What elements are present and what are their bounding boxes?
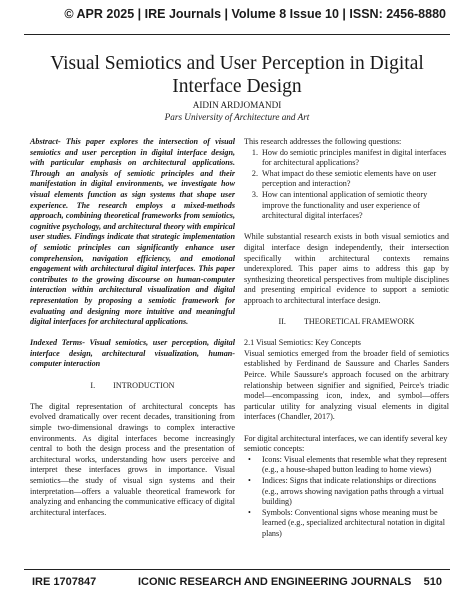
- concepts-lead: For digital architectural interfaces, we can identify several key semiotic concepts:: [244, 433, 448, 454]
- semiotics-paragraph: Visual semiotics emerged from the broader field of semiotics established by Ferdinand de Saussure and Charles Sanders Peirce. While Saussure's approach focused on the arbitrary relationship between signifier and signified, Peirce's triadic model—encompassing icon, index, and symbol—offers particular utility for analyzing visual elements in digital interfaces (Chandler, 2017).: [244, 348, 449, 422]
- right-column: [244, 137, 449, 540]
- section-number: I.: [90, 380, 96, 390]
- section-heading-theoretical-framework: [244, 317, 449, 328]
- list-item: 3. How can intentional application of semiotic theory improve the functionality and user experience of architectural digital interfaces?: [260, 190, 449, 222]
- section-heading-introduction: [30, 381, 235, 392]
- subsection-heading: 2.1 Visual Semiotics: Key Concepts: [244, 338, 361, 348]
- paper-title: Visual Semiotics and User Perception in Digital Interface Design: [50, 53, 424, 97]
- semiotic-concepts-list: [244, 455, 449, 540]
- journal-header: [0, 0, 474, 26]
- bullet-icon: •: [248, 454, 251, 464]
- header-divider: [24, 34, 450, 35]
- research-gap-paragraph: While substantial research exists in both visual semiotics and digital interface design independently, their intersection specifically within architectural contexts remains underexplored. This paper aims to address this gap by synthesizing theoretical perspectives from multiple disciplines and presenting empirical evidence to support a semiotic approach to architectural interface design.: [244, 232, 449, 305]
- list-item: • Indices: Signs that indicate relationships or directions (e.g., arrows showing navigation paths through a virtual building): [248, 476, 444, 507]
- section-number: II.: [278, 317, 286, 327]
- research-questions-lead: This research addresses the following questions:: [244, 137, 402, 146]
- journal-name: ICONIC RESEARCH AND ENGINEERING JOURNALS: [138, 576, 412, 588]
- list-item: 2. What impact do these semiotic elements have on user perception and interaction?: [260, 169, 449, 190]
- bullet-icon: •: [248, 476, 251, 485]
- research-questions-list: [244, 148, 449, 222]
- abstract: Abstract- This paper explores the intersection of visual semiotics and user perception in digital interface design, with particular emphasis on architectural applications. Through an analysis of semiotic principles and their manifestation in digital environments, we investigate how visual elements function as sign systems that shape user experience. The research employs a mixed-methods approach, combining theoretical frameworks from semiotics, cognitive psychology, and architectural theory with empirical user studies. Findings indicate that strategic implementation of semiotic principles can significantly enhance user comprehension, navigation efficiency, and emotional engagement with architectural digital interfaces. This paper contributes to the growing discourse on human-computer interaction within architectural visualization and digital representation by proposing a semiotic framework for evaluating and designing more intuitive and meaningful digital interfaces for architectural applications.: [30, 137, 235, 327]
- section-title: INTRODUCTION: [113, 380, 175, 390]
- introduction-paragraph: The digital representation of architectural concepts has evolved dramatically over recent decades, transitioning from simple two-dimensional drawings to complex interactive environments. As digital interfaces become increasingly central to both the design process and the presentation of architectural works, understanding how users perceive and interpret these interfaces grows in importance. Visual semiotics—the study of visual sign systems and their interpretation—offers a valuable theoretical framework for analyzing and enhancing the communicative efficacy of digital architectural interfaces.: [30, 401, 235, 517]
- bullet-icon: •: [248, 507, 251, 517]
- list-item: • Symbols: Conventional signs whose meaning must be learned (e.g., specialized architectural notation in digital plans): [248, 507, 445, 538]
- journal-line: © APR 2025 | IRE Journals | Volume 8 Issue 10 | ISSN: 2456-8880: [64, 7, 446, 21]
- index-terms: Indexed Terms- Visual semiotics, user perception, digital interface design, architectural visualization, human-computer interaction: [30, 338, 235, 369]
- section-title: THEORETICAL FRAMEWORK: [303, 317, 415, 327]
- page-number: 510: [423, 576, 442, 588]
- list-item: 1. How do semiotic principles manifest in digital interfaces for architectural applications?: [260, 148, 449, 169]
- author-name: AIDIN ARDJOMANDI: [192, 100, 282, 110]
- list-item: • Icons: Visual elements that resemble what they represent (e.g., a house-shaped button leading to home views): [248, 454, 447, 475]
- author-affiliation: Pars University of Architecture and Art: [164, 112, 310, 122]
- footer-divider: [24, 569, 450, 570]
- journal-footer: [0, 576, 474, 592]
- left-column: [30, 137, 235, 518]
- article-id: IRE 1707847: [32, 576, 97, 588]
